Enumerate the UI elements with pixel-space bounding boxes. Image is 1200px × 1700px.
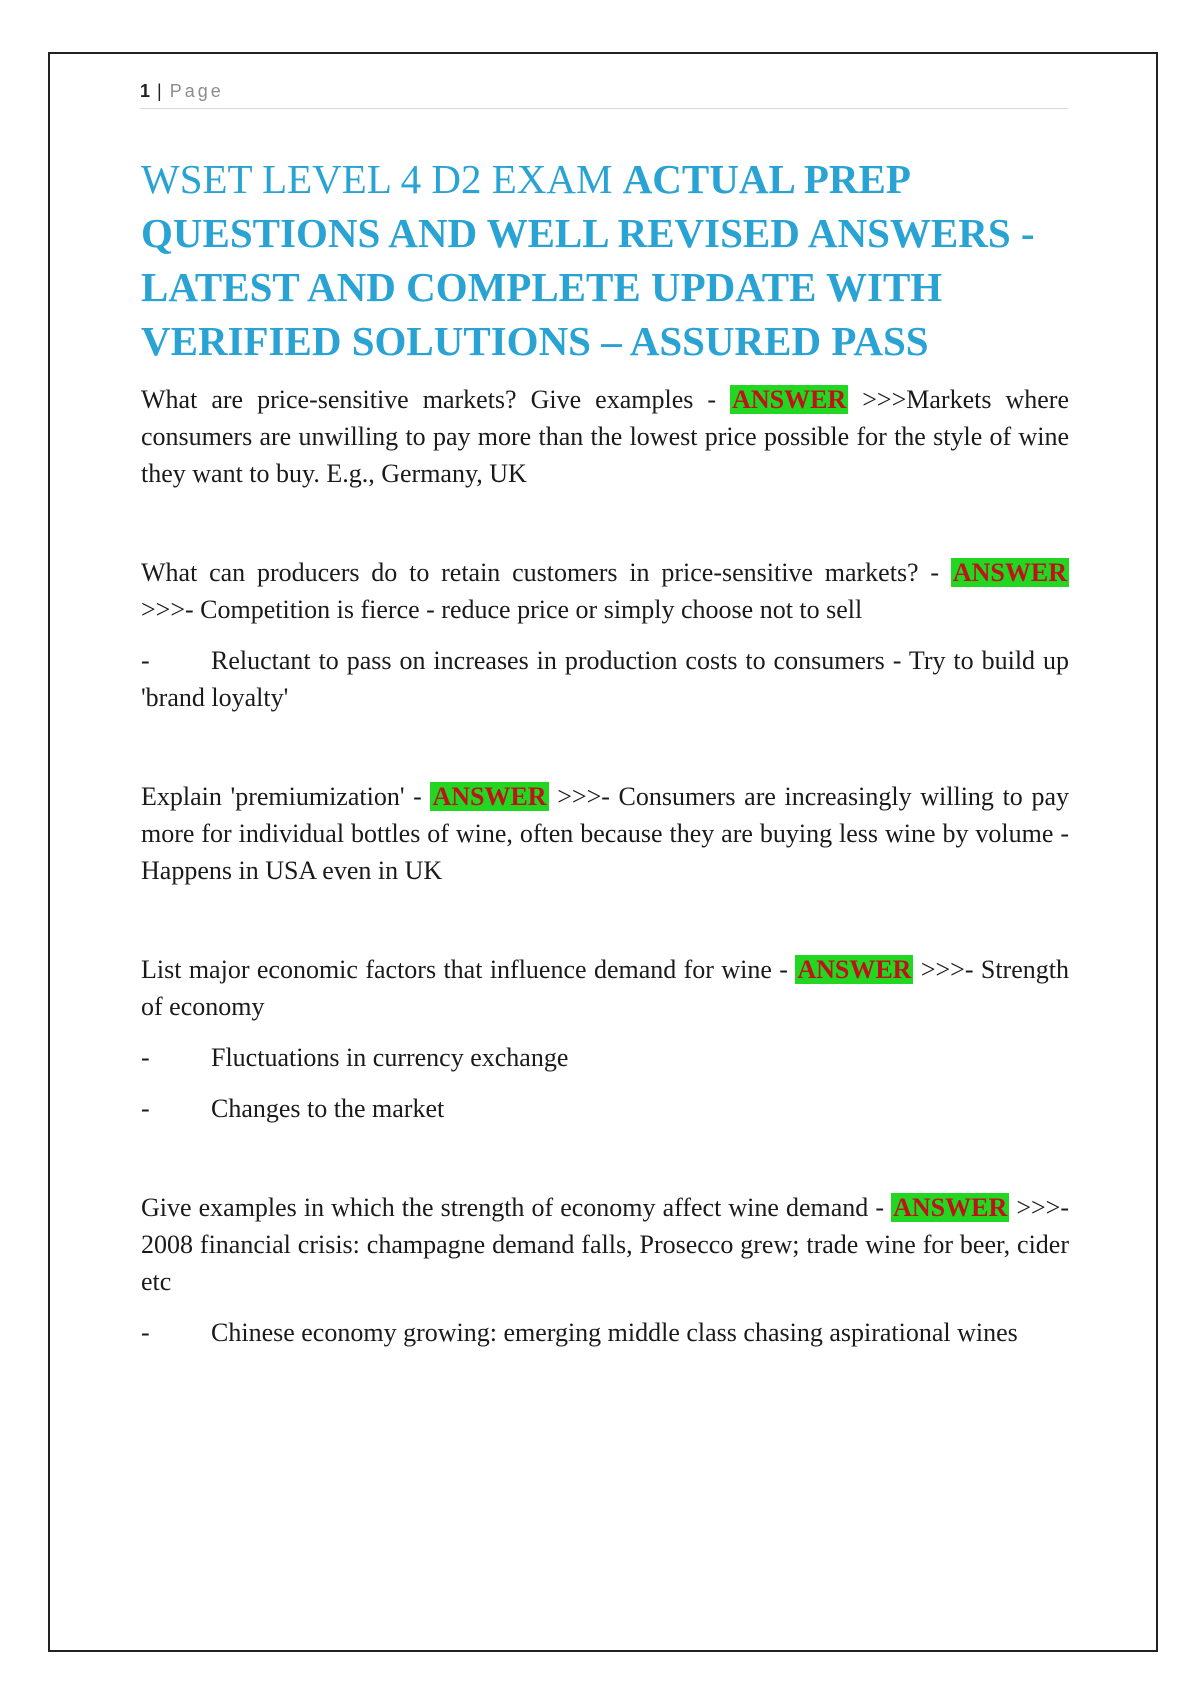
- qa-item-2: [141, 554, 1069, 628]
- bullet-dash: -: [141, 1318, 150, 1347]
- answer-text: >>>- Competition is fierce - reduce price or simply choose not to sell: [141, 595, 863, 624]
- bullet-dash: -: [141, 1043, 150, 1072]
- answer-text: >>>- Consumers are increasingly willing to pay more for individual bottles of wine, often because they are buying less wine by volume - Happens in USA even in UK: [141, 782, 1069, 885]
- answer-text: >>>- 2008 financial crisis: champagne demand falls, Prosecco grew; trade wine for beer, cider etc: [141, 1193, 1069, 1296]
- question-text: What are price-sensitive markets? Give examples -: [141, 385, 731, 414]
- qa-item-1: [141, 381, 1069, 492]
- question-text: List major economic factors that influence demand for wine -: [141, 955, 796, 984]
- page-label: Page: [169, 81, 224, 101]
- qa-item-4: [141, 951, 1069, 1025]
- answer-tag: ANSWER: [432, 782, 547, 811]
- document-title: [141, 152, 1071, 368]
- page-header: [140, 78, 1068, 109]
- bullet-item: [141, 1314, 1069, 1351]
- bullet-text: Reluctant to pass on increases in production costs to consumers - Try to build up 'brand loyalty': [141, 646, 1069, 712]
- qa-item-3: [141, 778, 1069, 889]
- page-separator: |: [157, 81, 162, 101]
- question-text: Explain 'premiumization' -: [141, 782, 431, 811]
- bullet-text: Fluctuations in currency exchange: [211, 1043, 569, 1072]
- title-bold: ACTUAL PREP QUESTIONS AND WELL REVISED ANSWERS - LATEST AND COMPLETE UPDATE WITH VERIFIED SOLUTIONS – ASSURED PASS: [141, 156, 1035, 364]
- bullet-text: Changes to the market: [211, 1094, 445, 1123]
- question-text: What can producers do to retain customers in price-sensitive markets? -: [141, 558, 951, 587]
- bullet-item: [141, 1039, 1069, 1076]
- answer-text: >>>Markets where consumers are unwilling to pay more than the lowest price possible for the style of wine they want to buy. E.g., Germany, UK: [141, 385, 1069, 488]
- answer-tag: ANSWER: [732, 385, 847, 414]
- qa-content: [141, 381, 1069, 1351]
- question-text: Give examples in which the strength of economy affect wine demand -: [141, 1193, 892, 1222]
- answer-tag: ANSWER: [893, 1193, 1008, 1222]
- title-regular: WSET LEVEL 4 D2 EXAM: [141, 156, 623, 202]
- bullet-dash: -: [141, 646, 150, 675]
- bullet-dash: -: [141, 1094, 150, 1123]
- answer-text: >>>- Strength of economy: [141, 955, 1069, 1021]
- page-number: 1: [140, 81, 151, 101]
- bullet-text: Chinese economy growing: emerging middle class chasing aspirational wines: [211, 1318, 1018, 1347]
- bullet-item: [141, 642, 1069, 716]
- bullet-item: [141, 1090, 1069, 1127]
- answer-tag: ANSWER: [952, 558, 1067, 587]
- qa-item-5: [141, 1189, 1069, 1300]
- answer-tag: ANSWER: [797, 955, 912, 984]
